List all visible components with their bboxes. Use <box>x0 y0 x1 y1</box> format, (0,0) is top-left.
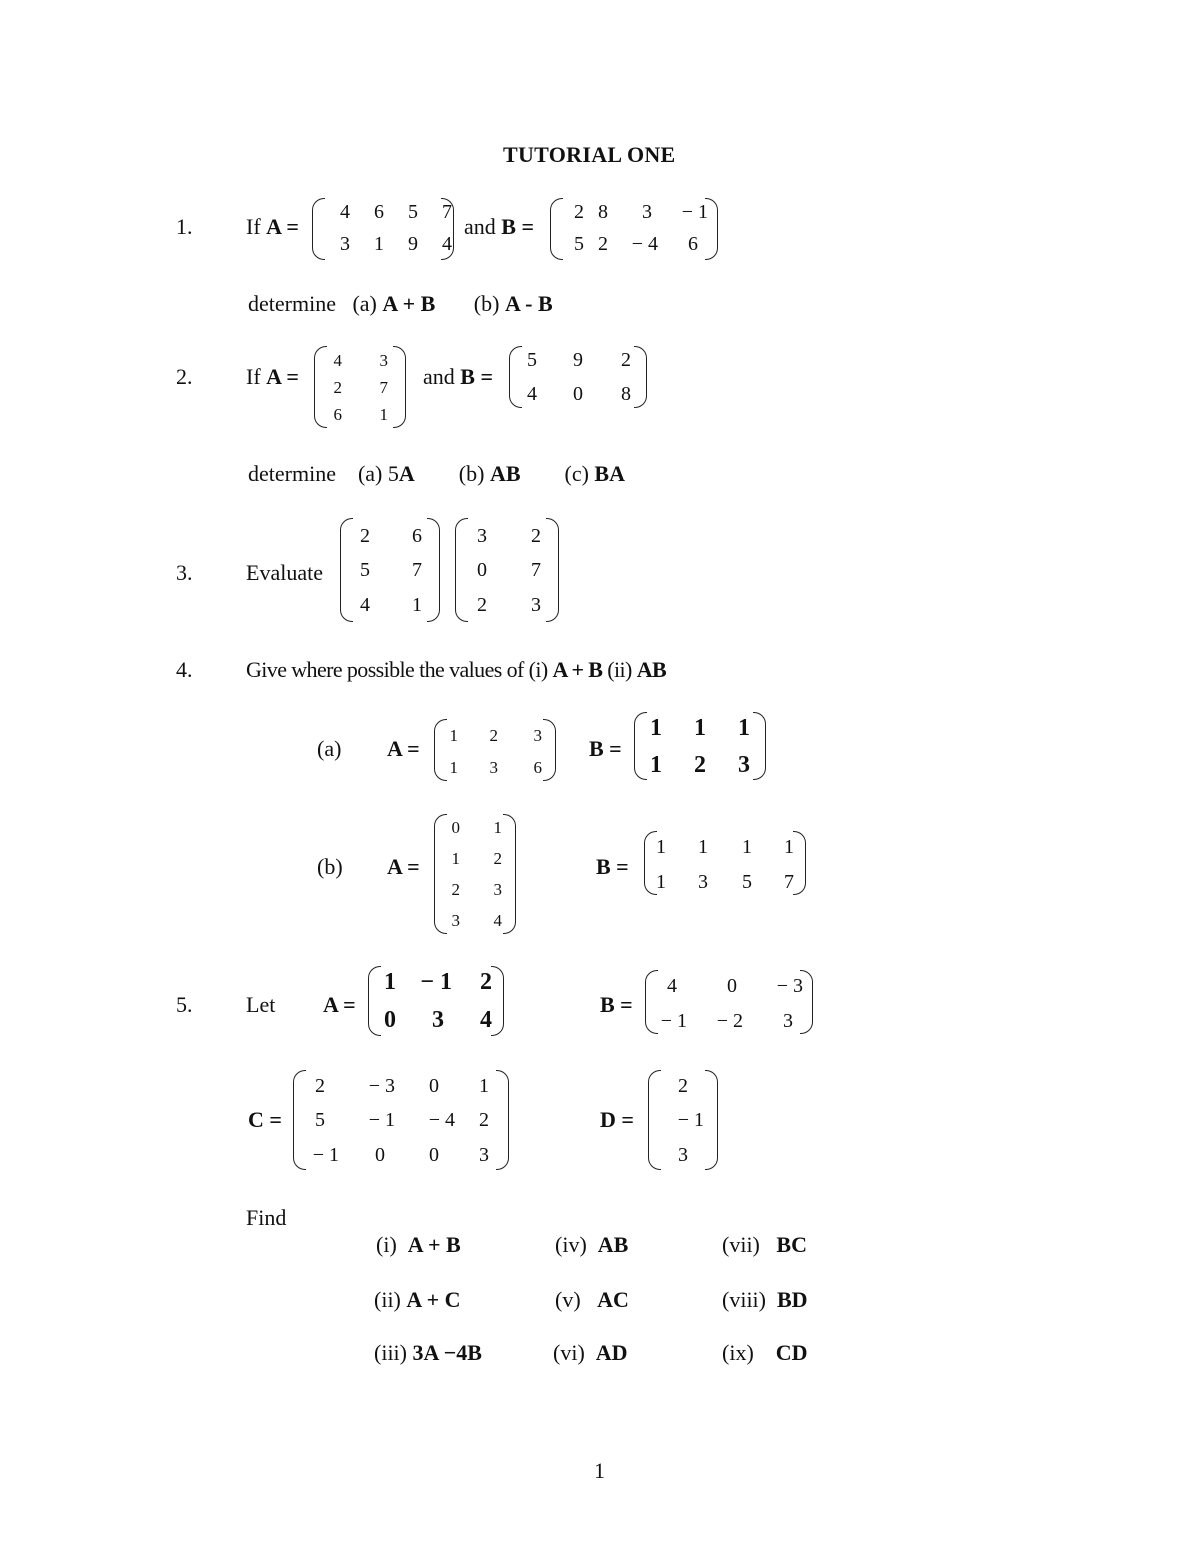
matrix-cell: 5 <box>742 871 752 893</box>
matrix-cell: 1 <box>451 849 460 868</box>
q1-part-b-label: (b) <box>473 291 500 316</box>
question-3-number: 3. <box>176 560 193 585</box>
matrix-cell: − 4 <box>631 233 658 255</box>
matrix-cell: 6 <box>333 405 342 424</box>
matrix-cell: 5 <box>315 1109 325 1131</box>
find-item-expr: A + B <box>407 1232 461 1257</box>
q2-matrix-b <box>509 346 647 408</box>
matrix-cell: − 1 <box>420 969 452 995</box>
find-item-expr: AD <box>595 1340 628 1365</box>
matrix-cell: 1 <box>479 1075 489 1097</box>
q4-expr-2: AB <box>636 657 667 682</box>
matrix-cell: 0 <box>429 1144 439 1166</box>
q4b-matrix-b <box>644 831 806 895</box>
q5-matrix-d <box>648 1070 718 1170</box>
matrix-cell: 3 <box>432 1007 444 1033</box>
matrix-cell: 7 <box>412 559 422 581</box>
matrix-cell: − 1 <box>368 1109 395 1131</box>
matrix-cell: 4 <box>442 233 452 255</box>
matrix-cell: 6 <box>688 233 698 255</box>
q4a-matrix-a <box>434 719 556 781</box>
q2-a-label: A = <box>266 364 299 389</box>
q1-and-text <box>464 216 534 238</box>
matrix-cell: 0 <box>384 1007 396 1033</box>
q4-prompt-text: Give where possible the values of (i) <box>246 657 548 682</box>
q4-mid-label: (ii) <box>607 657 632 682</box>
find-item-label: (iii) <box>374 1340 407 1365</box>
q2-determine-line <box>248 463 625 485</box>
matrix-cell: 1 <box>449 758 458 777</box>
q5-matrix-c <box>293 1070 509 1170</box>
q2-b-label: B = <box>460 364 493 389</box>
find-item <box>722 1342 808 1364</box>
matrix-cell: 2 <box>360 525 370 547</box>
q4a-label: (a) <box>317 736 342 761</box>
matrix-cell: 2 <box>598 233 608 255</box>
matrix-cell: 0 <box>477 559 487 581</box>
matrix-cell: 8 <box>621 383 631 405</box>
matrix-cell: 7 <box>784 871 794 893</box>
question-4-number: 4. <box>176 657 193 682</box>
q4b-a-label: A = <box>387 854 420 879</box>
matrix-cell: 4 <box>333 351 342 370</box>
find-item <box>553 1342 628 1364</box>
matrix-cell: 1 <box>738 715 750 741</box>
page-number: 1 <box>594 1458 605 1483</box>
find-item <box>374 1342 482 1364</box>
question-2-number: 2. <box>176 364 193 389</box>
matrix-cell: − 1 <box>660 1010 687 1032</box>
matrix-cell: − 3 <box>368 1075 395 1097</box>
find-item <box>722 1289 808 1311</box>
matrix-cell: 4 <box>340 201 350 223</box>
q1-part-a-expr: A + B <box>382 291 436 316</box>
q2-part-c-label: (c) <box>564 461 589 486</box>
matrix-cell: 0 <box>727 975 737 997</box>
page-title: TUTORIAL ONE <box>503 142 676 167</box>
matrix-cell: 1 <box>694 715 706 741</box>
q2-part-b-label: (b) <box>458 461 485 486</box>
matrix-cell: 6 <box>533 758 542 777</box>
q5-matrix-a <box>368 966 504 1036</box>
find-item-label: (i) <box>376 1232 397 1257</box>
matrix-cell: − 1 <box>312 1144 339 1166</box>
q2-determine: determine <box>248 461 336 486</box>
matrix-cell: 0 <box>429 1075 439 1097</box>
q1-matrix-a <box>312 198 454 260</box>
matrix-cell: 6 <box>374 201 384 223</box>
matrix-cell: 1 <box>379 405 388 424</box>
matrix-cell: 4 <box>493 911 502 930</box>
matrix-cell: 9 <box>408 233 418 255</box>
q4a-a-label: A = <box>387 736 420 761</box>
q1-b-label: B = <box>501 214 534 239</box>
matrix-cell: 0 <box>573 383 583 405</box>
q1-determine: determine <box>248 291 336 316</box>
matrix-cell: 1 <box>384 969 396 995</box>
find-item-expr: BD <box>777 1287 808 1312</box>
matrix-cell: 3 <box>678 1144 688 1166</box>
find-item-label: (v) <box>555 1287 581 1312</box>
q1-if: If <box>246 214 261 239</box>
find-item-label: (viii) <box>722 1287 766 1312</box>
find-item-label: (ii) <box>374 1287 401 1312</box>
matrix-cell: 3 <box>783 1010 793 1032</box>
q3-matrix-1 <box>340 518 440 622</box>
q5-d-label: D = <box>600 1107 634 1132</box>
matrix-cell: 4 <box>667 975 677 997</box>
matrix-cell: 1 <box>742 836 752 858</box>
matrix-cell: − 1 <box>677 1109 704 1131</box>
matrix-cell: 1 <box>493 818 502 837</box>
matrix-cell: 5 <box>360 559 370 581</box>
find-item-expr: A + C <box>406 1287 461 1312</box>
q4a-b-label: B = <box>589 736 622 761</box>
matrix-cell: 3 <box>477 525 487 547</box>
matrix-cell: 1 <box>412 594 422 616</box>
matrix-cell: 2 <box>621 349 631 371</box>
q2-part-b-expr: AB <box>489 461 521 486</box>
matrix-cell: 4 <box>480 1007 492 1033</box>
matrix-cell: 1 <box>650 752 662 778</box>
matrix-cell: 1 <box>784 836 794 858</box>
find-item-label: (vii) <box>722 1232 760 1257</box>
matrix-cell: 2 <box>480 969 492 995</box>
matrix-cell: 8 <box>598 201 608 223</box>
matrix-cell: 7 <box>442 201 452 223</box>
find-item-expr: CD <box>775 1340 808 1365</box>
matrix-cell: 2 <box>574 201 584 223</box>
matrix-cell: 3 <box>379 351 388 370</box>
q5-matrix-b <box>645 970 813 1034</box>
q4a-matrix-b <box>634 712 766 780</box>
q1-and: and <box>464 214 496 239</box>
q1-part-b-expr: A - B <box>504 291 553 316</box>
matrix-cell: 7 <box>531 559 541 581</box>
find-item-label: (iv) <box>555 1232 587 1257</box>
matrix-cell: 0 <box>451 818 460 837</box>
matrix-cell: 1 <box>449 726 458 745</box>
find-item <box>555 1289 629 1311</box>
q4b-label: (b) <box>317 854 343 879</box>
matrix-cell: 3 <box>451 911 460 930</box>
q1-determine-line <box>248 293 553 315</box>
matrix-cell: 9 <box>573 349 583 371</box>
matrix-cell: 2 <box>451 880 460 899</box>
q5-let-text: Let <box>246 992 276 1017</box>
matrix-cell: 3 <box>531 594 541 616</box>
q1-a-label: A = <box>266 214 299 239</box>
matrix-cell: 2 <box>333 378 342 397</box>
matrix-cell: 2 <box>493 849 502 868</box>
q2-and: and <box>423 364 455 389</box>
matrix-cell: 3 <box>493 880 502 899</box>
matrix-cell: 0 <box>375 1144 385 1166</box>
matrix-cell: 1 <box>656 871 666 893</box>
q1-part-a-label: (a) <box>352 291 377 316</box>
q3-evaluate-text: Evaluate <box>246 560 323 585</box>
matrix-cell: 6 <box>412 525 422 547</box>
q5-c-label: C = <box>248 1107 282 1132</box>
find-item <box>374 1289 461 1311</box>
matrix-cell: 3 <box>533 726 542 745</box>
q2-if-text <box>246 366 299 388</box>
find-item-expr: BC <box>776 1232 807 1257</box>
matrix-cell: 3 <box>642 201 652 223</box>
matrix-cell: 3 <box>489 758 498 777</box>
matrix-cell: 3 <box>738 752 750 778</box>
find-item <box>555 1234 628 1256</box>
question-1-number: 1. <box>176 214 193 239</box>
matrix-cell: 2 <box>479 1109 489 1131</box>
matrix-cell: 5 <box>527 349 537 371</box>
q4b-b-label: B = <box>596 854 629 879</box>
q5-find-text: Find <box>246 1205 287 1230</box>
matrix-cell: 5 <box>408 201 418 223</box>
q2-if: If <box>246 364 261 389</box>
matrix-cell: 4 <box>527 383 537 405</box>
find-item-expr: AC <box>597 1287 629 1312</box>
q5-a-label: A = <box>323 992 356 1017</box>
q2-and-text <box>423 366 493 388</box>
q2-matrix-a <box>314 346 406 428</box>
matrix-cell: 1 <box>698 836 708 858</box>
matrix-cell: − 2 <box>716 1010 743 1032</box>
question-5-number: 5. <box>176 992 193 1017</box>
matrix-cell: 2 <box>694 752 706 778</box>
q2-part-c-expr: BA <box>594 461 625 486</box>
q3-matrix-2 <box>455 518 559 622</box>
q5-b-label: B = <box>600 992 633 1017</box>
q2-part-a-label: (a) 5 <box>357 461 399 486</box>
matrix-cell: 3 <box>698 871 708 893</box>
matrix-cell: 2 <box>678 1075 688 1097</box>
matrix-cell: 2 <box>531 525 541 547</box>
q4b-matrix-a <box>434 814 516 934</box>
find-item-label: (vi) <box>553 1340 585 1365</box>
matrix-cell: 2 <box>489 726 498 745</box>
matrix-cell: 3 <box>479 1144 489 1166</box>
matrix-cell: − 4 <box>428 1109 455 1131</box>
matrix-cell: − 1 <box>681 201 708 223</box>
q1-matrix-b <box>550 198 718 260</box>
matrix-cell: 2 <box>315 1075 325 1097</box>
matrix-cell: 1 <box>374 233 384 255</box>
matrix-cell: 7 <box>379 378 388 397</box>
matrix-cell: 5 <box>574 233 584 255</box>
matrix-cell: 4 <box>360 594 370 616</box>
q2-part-a-expr: A <box>398 461 415 486</box>
matrix-cell: − 3 <box>776 975 803 997</box>
q4-expr-1: A + B <box>552 657 603 682</box>
find-item <box>376 1234 461 1256</box>
find-item-expr: 3A −4B <box>412 1340 482 1365</box>
matrix-cell: 1 <box>656 836 666 858</box>
find-item <box>722 1234 807 1256</box>
find-item-label: (ix) <box>722 1340 754 1365</box>
matrix-cell: 2 <box>477 594 487 616</box>
q1-if-text <box>246 216 299 238</box>
matrix-cell: 3 <box>340 233 350 255</box>
find-item-expr: AB <box>597 1232 629 1257</box>
matrix-cell: 1 <box>650 715 662 741</box>
q4-prompt <box>246 659 666 681</box>
